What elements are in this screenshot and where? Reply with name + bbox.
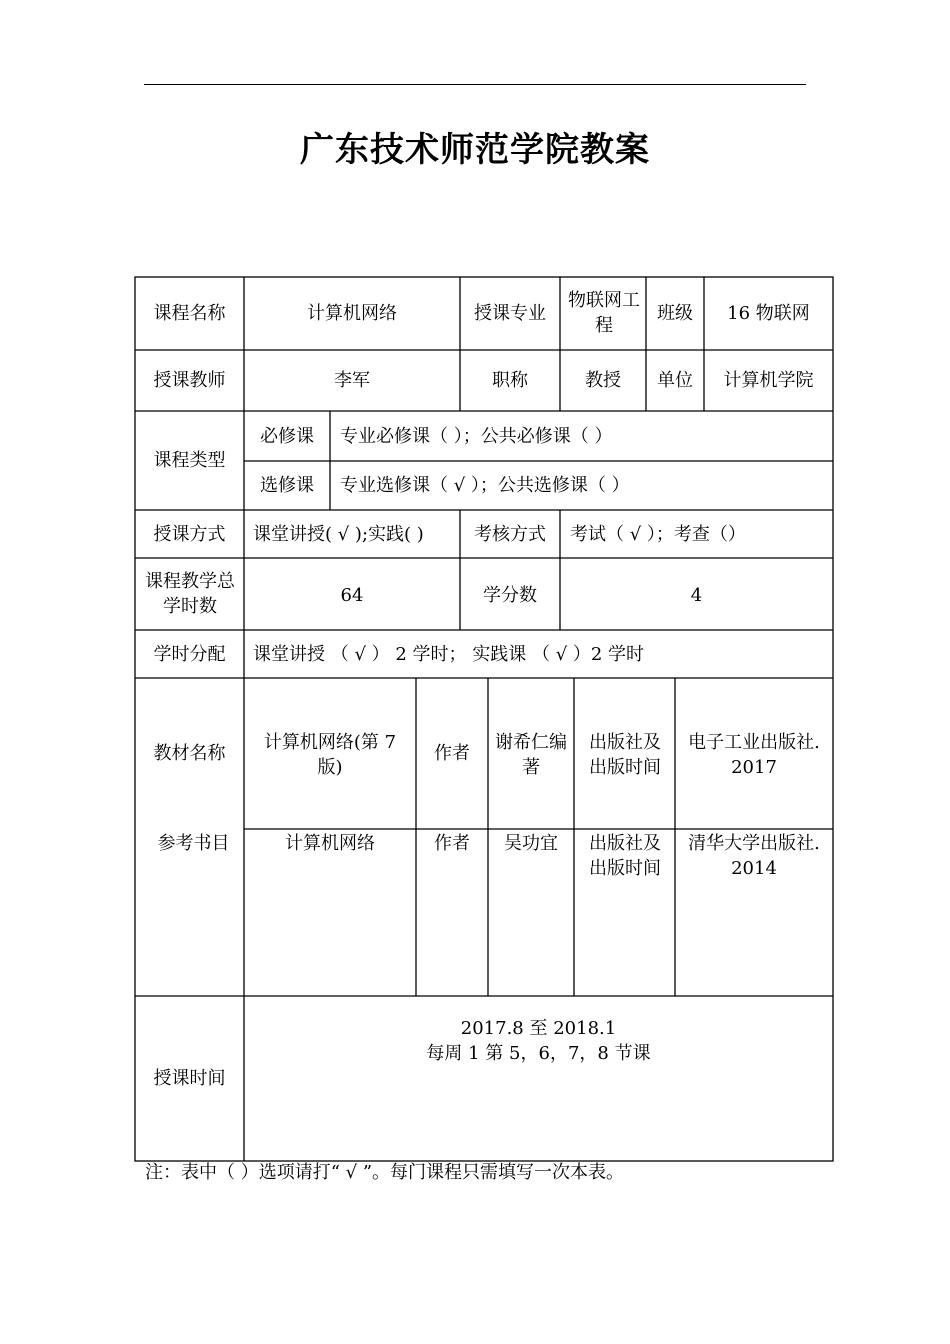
course-type-label: 课程类型 (153, 450, 226, 471)
textbook-publisher-label: 出版社及出版时间 (589, 732, 661, 778)
hours-value: 64 (340, 585, 364, 606)
ref-label: 参考书目 (157, 833, 230, 854)
ref-publisher: 清华大学出版社. 2014 (688, 833, 820, 879)
major-value: 物联网工程 (568, 290, 640, 336)
hours-label: 课程教学总学时数 (145, 571, 235, 617)
credits-label: 学分数 (483, 585, 537, 606)
teacher-value: 李军 (334, 370, 370, 391)
class-label: 班级 (657, 303, 693, 324)
textbook-author: 谢希仁编著 (495, 732, 567, 778)
alloc-value: 课堂讲授 （ √ ） 2 学时； 实践课 （ √ ）2 学时 (253, 644, 645, 665)
unit-label: 单位 (657, 370, 693, 391)
page-title: 广东技术师范学院教案 (300, 130, 650, 170)
elective-options: 专业选修课（ √ ）；公共选修课（ ） (340, 475, 630, 496)
textbook-label: 教材名称 (153, 743, 226, 764)
textbook-author-label: 作者 (434, 743, 470, 764)
class-value: 16 物联网 (727, 303, 810, 324)
textbook-publisher: 电子工业出版社. 2017 (688, 732, 820, 778)
title-value: 教授 (585, 370, 621, 391)
ref-book: 计算机网络 (285, 833, 375, 854)
teacher-label: 授课教师 (153, 370, 226, 391)
assess-label: 考核方式 (474, 524, 546, 545)
method-label: 授课方式 (153, 524, 226, 545)
ref-author-label: 作者 (434, 833, 470, 854)
time-weekly: 每周 1 第 5，6，7，8 节课 (426, 1043, 651, 1064)
unit-value: 计算机学院 (723, 370, 814, 391)
ref-publisher-label: 出版社及出版时间 (589, 833, 661, 879)
method-value: 课堂讲授( √ );实践( ) (253, 524, 424, 545)
ref-author: 吴功宜 (504, 833, 558, 854)
required-label: 必修课 (260, 426, 314, 447)
elective-label: 选修课 (260, 475, 314, 496)
course-name-label: 课程名称 (153, 303, 226, 324)
credits-value: 4 (690, 585, 703, 606)
course-name-value: 计算机网络 (307, 303, 397, 324)
footnote: 注：表中（ ）选项请打“ √ ”。每门课程只需填写一次本表。 (145, 1162, 625, 1183)
time-range: 2017.8 至 2018.1 (460, 1018, 617, 1039)
title-label: 职称 (492, 370, 528, 391)
time-label: 授课时间 (153, 1068, 226, 1089)
required-options: 专业必修课（ ）；公共必修课（ ） (340, 426, 613, 447)
textbook-value: 计算机网络(第 7 版) (263, 732, 397, 778)
alloc-label: 学时分配 (153, 644, 226, 665)
assess-value: 考试（ √ ）；考查（） (570, 524, 746, 545)
major-label: 授课专业 (474, 303, 546, 324)
